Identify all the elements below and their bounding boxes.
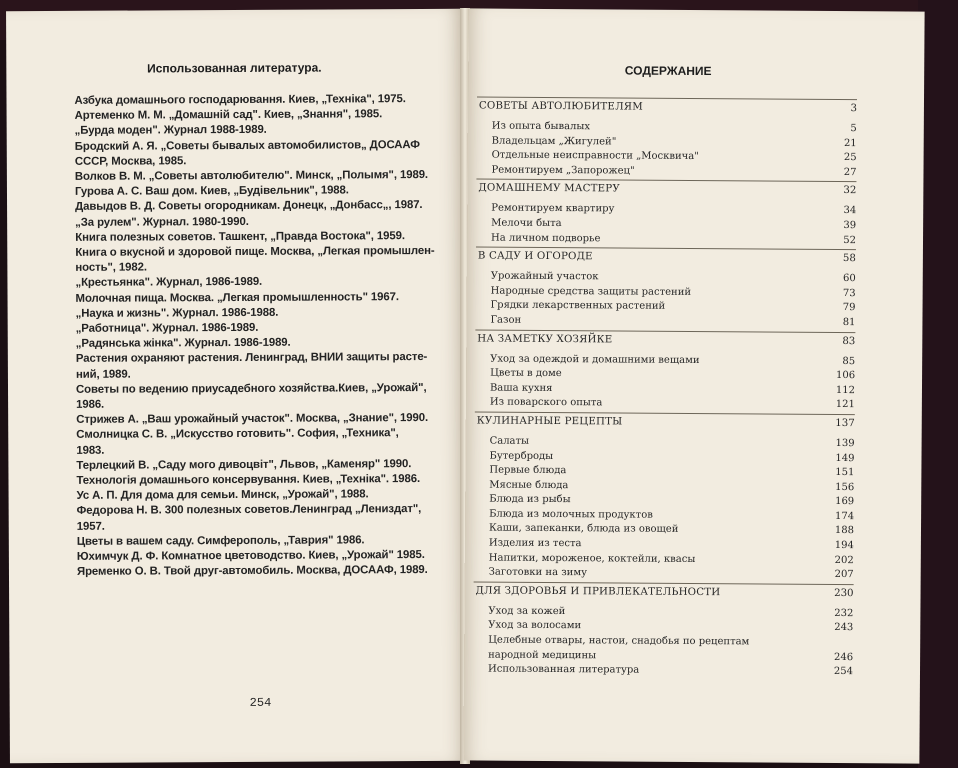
toc-entry-page: 34 (843, 205, 857, 217)
bibliography-entry: Яременко О. В. Твой друг-автомобиль. Москва, ДОСААФ, 1989. (76, 564, 428, 579)
bibliography-entry: Волков В. М. „Советы автолюбителю". Минск, „Полымя", 1989. (74, 169, 429, 183)
bibliography-entry: „Крестьянка". Журнал, 1986-1989. (75, 276, 263, 290)
bibliography-entry: „Радянська жінка". Журнал. 1986-1989. (75, 336, 291, 351)
toc-section-page: 32 (843, 185, 857, 197)
toc-section (473, 581, 853, 603)
toc-entry-page: 169 (835, 496, 855, 508)
toc-entry-title: Использованная литература (487, 663, 640, 676)
toc-section-page: 137 (835, 417, 855, 430)
toc-entry-page: 207 (834, 569, 854, 581)
toc-entry-title: Урожайный участок (490, 270, 599, 283)
bibliography-entry: Терлецкий В. „Саду мого дивоцвіт", Львов, „Каменяр" 1990. (76, 457, 412, 472)
toc-entry (474, 566, 854, 583)
toc-entry-page: 106 (835, 370, 856, 382)
toc-entry-page: 194 (834, 540, 854, 552)
bibliography-entry: Гурова А. С. Ваш дом. Киев, „Будівельник", 1988. (74, 184, 349, 199)
bibliography-entry: Молочная пища. Москва. „Легкая промышленность" 1967. (75, 290, 399, 305)
toc-section (476, 179, 856, 201)
toc-section (476, 247, 856, 269)
bibliography-entry: Юхимчук Д. Ф. Комнатное цветоводство. Киев, „Урожай" 1985. (76, 549, 425, 563)
bibliography-entry: Давыдов В. Д. Советы огородникам. Донецк, „Донбасс„, 1987. (75, 199, 423, 214)
bibliography-entry: Бродский А. Я. „Советы бывалых автомобилистов„ ДОСААФ (74, 138, 420, 153)
toc-entry-title: Ремонтируем квартиру (491, 202, 615, 215)
toc-entry-page: 149 (835, 452, 855, 464)
bibliography-entry: Артеменко М. М. „Домашній сад". Киев, „Знання", 1985. (74, 108, 383, 123)
bibliography-entry: Растения охраняют растения. Ленинград, ВНИИ защиты расте- (75, 351, 428, 366)
toc-entry-page: 21 (843, 137, 857, 149)
toc-section-title: ДЛЯ ЗДОРОВЬЯ И ПРИВЛЕКАТЕЛЬНОСТИ (475, 585, 721, 599)
toc-entry (475, 313, 855, 330)
right-page (463, 8, 924, 763)
bibliography-entry: Ус А. П. Для дома для семьи. Минск, „Урожай", 1988. (76, 488, 369, 503)
toc-entry-page: 5 (850, 123, 857, 135)
bibliography-entry: 1986. (76, 398, 105, 411)
bibliography-entry: Стрижев А. „Ваш урожайный участок". Москва, „Знание", 1990. (76, 412, 429, 427)
toc-entry-title: Владельцам „Жигулей" (491, 135, 617, 148)
toc-entry-page: 232 (834, 607, 854, 619)
toc-section-title: В САДУ И ОГОРОДЕ (477, 250, 593, 263)
toc-entry-page: 27 (843, 166, 857, 178)
bibliography-entry: ность", 1982. (75, 261, 147, 275)
toc-entry-page: 73 (842, 287, 856, 299)
toc-entry-page: 254 (833, 666, 854, 678)
toc-entry-title: Напитки, мороженое, коктейли, квасы (488, 552, 696, 565)
table-of-contents (473, 95, 857, 679)
bibliography-entry: „Бурда моден". Журнал 1988-1989. (74, 124, 267, 138)
toc-entry-title: Газон (490, 314, 522, 326)
bibliography-entry: Технологія домашнього консервування. Киев, „Техніка". 1986. (76, 473, 421, 487)
toc-section (477, 96, 857, 118)
toc-entry-page: 112 (835, 384, 856, 396)
bibliography-entry: Цветы в вашем саду. Симферополь, „Таврия" 1986. (76, 534, 365, 548)
toc-entry-page: 60 (842, 273, 856, 285)
toc-entry-page: 246 (833, 651, 854, 663)
toc-entry-title: Ремонтируем „Запорожец" (491, 164, 635, 177)
toc-entry-title: Грядки лекарственных растений (490, 299, 666, 313)
toc-entry-title: Отдельные неисправности „Москвича" (491, 149, 699, 163)
toc-entry-page: 79 (842, 302, 856, 314)
toc-entry-title: Каши, запеканки, блюда из овощей (488, 523, 679, 536)
toc-entry-title: Уход за кожей (488, 605, 566, 617)
toc-entry-page: 139 (835, 437, 855, 450)
toc-section-title: НА ЗАМЕТКУ ХОЗЯЙКЕ (477, 333, 613, 345)
toc-entry-title: Блюда из молочных продуктов (489, 508, 653, 521)
toc-entry (475, 396, 855, 413)
bibliography-entry: Смолницка С. В. „Искусство готовить". София, „Техника", (76, 427, 399, 442)
bibliography-entry: „За рулем". Журнал. 1980-1990. (75, 215, 249, 229)
toc-entry-title: Ваша кухня (489, 382, 553, 394)
toc-section-page: 3 (850, 103, 857, 115)
toc-entry-title: Целебные отвары, настои, снадобья по рецептам (488, 634, 750, 648)
bibliography-entry: ний, 1989. (75, 368, 131, 381)
toc-entry-title: Мясные блюда (489, 479, 569, 491)
bibliography-entry: Азбука домашнього господарювання. Киев, „Техніка", 1975. (74, 93, 406, 107)
toc-section (475, 329, 855, 351)
bibliography-list (74, 92, 463, 581)
toc-entry-page: 188 (834, 525, 855, 537)
toc-entry-page: 151 (835, 467, 855, 479)
toc-entry-title: Бутерброды (489, 450, 554, 462)
toc-entry-title: Цветы в доме (490, 367, 562, 380)
bibliography-title: Использованная литература. (147, 60, 322, 76)
toc-section-page: 230 (834, 587, 854, 599)
toc-entry-page: 52 (843, 234, 857, 246)
toc-entry-title: Изделия из теста (488, 537, 582, 550)
bibliography-entry: Книга полезных советов. Ташкент, „Правда Востока", 1959. (75, 229, 405, 244)
toc-entry-title: Из опыта бывалых (491, 120, 591, 133)
toc-entry-page: 85 (842, 355, 856, 367)
toc-section-page: 83 (842, 335, 856, 347)
background-right (918, 0, 958, 768)
toc-entry (476, 231, 856, 248)
toc-section (475, 411, 855, 433)
toc-entry-title: Заготовки на зиму (488, 566, 588, 579)
toc-entry (473, 663, 853, 680)
toc-entry-page: 174 (834, 510, 855, 522)
toc-entry-page: 81 (842, 316, 856, 329)
toc-entry-page: 39 (843, 220, 857, 232)
bibliography-entry: СССР, Москва, 1985. (74, 155, 187, 168)
bibliography-entry: Советы по ведению приусадебного хозяйства.Киев, „Урожай", (75, 381, 427, 396)
bibliography-entry: 1957. (76, 520, 105, 533)
bibliography-entry: 1983. (76, 444, 105, 457)
toc-entry-page: 202 (834, 554, 854, 566)
toc-section-title: КУЛИНАРНЫЕ РЕЦЕПТЫ (476, 415, 623, 428)
toc-entry-page: 25 (843, 152, 857, 164)
toc-entry-title: Уход за волосами (488, 620, 582, 632)
toc-entry-title: Народные средства защиты растений (490, 285, 692, 298)
toc-entry-title: Салаты (489, 435, 530, 447)
toc-section-title: ДОМАШНЕМУ МАСТЕРУ (478, 182, 620, 195)
toc-section-page: 58 (842, 253, 856, 265)
toc-entry-title: народной медицины (488, 649, 597, 661)
toc-entry-title: Уход за одеждой и домашними вещами (490, 353, 700, 366)
toc-entry-title: Блюда из рыбы (489, 493, 571, 506)
toc-entry-title: На личном подворье (490, 232, 601, 244)
bibliography-entry: Федорова Н. В. 300 полезных советов.Ленинград „Лениздат", (76, 503, 422, 518)
toc-entry-page: 121 (835, 399, 855, 411)
toc-entry (476, 163, 856, 180)
page-number: 254 (249, 695, 272, 710)
contents-title: СОДЕРЖАНИЕ (624, 63, 712, 79)
toc-section-title: СОВЕТЫ АВТОЛЮБИТЕЛЯМ (478, 100, 643, 113)
toc-entry-page: 156 (835, 481, 855, 493)
bibliography-entry: Книга о вкусной и здоровой пище. Москва, „Легкая промышлен- (75, 244, 435, 259)
toc-entry-title: Мелочи быта (491, 217, 562, 230)
toc-entry-title: Первые блюда (489, 464, 567, 477)
toc-entry-title: Из поварского опыта (489, 396, 603, 409)
toc-entry-page: 243 (834, 622, 854, 634)
bibliography-entry: „Наука и жизнь". Журнал. 1986-1988. (75, 306, 279, 320)
bibliography-entry: „Работница". Журнал. 1986-1989. (75, 321, 259, 335)
left-page (6, 9, 466, 763)
